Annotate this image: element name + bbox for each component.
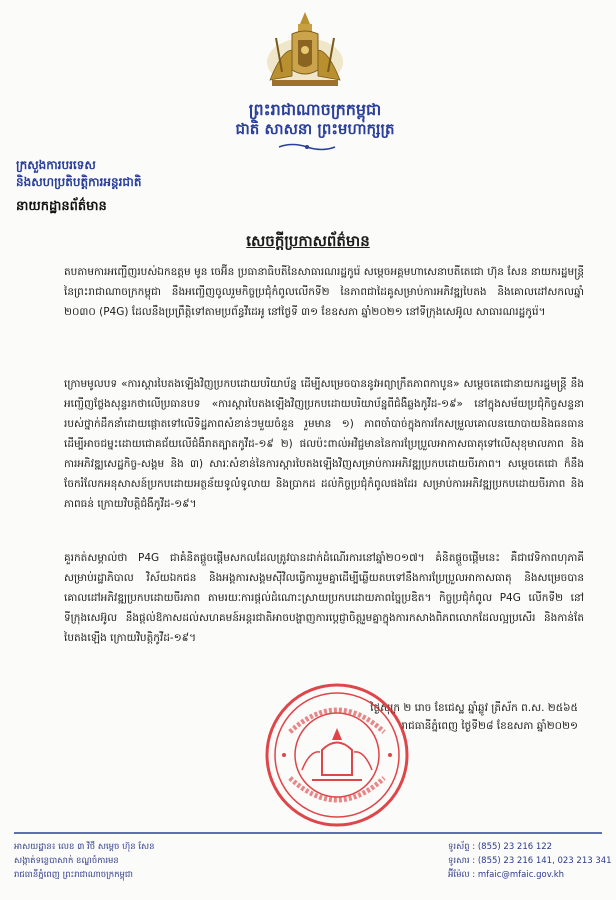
fax-label: ទូរសារ : bbox=[448, 856, 476, 866]
ministry-name-line2: និងសហប្រតិបត្តិការអន្តរជាតិ bbox=[16, 175, 142, 189]
paragraph-2: ក្រោមមូលបទ «ការស្តារបៃតងឡើងវិញប្រកបដោយបរិយាប័ន្ន ដើម្បីសម្រេចបាននូវអព្យាក្រឹតភាពកាបូន» សម្តេចតេជោនាយករដ្ឋមន្ត្រី នឹងអញ្ជើញថ្លែងសុន្ទរកថាលើប្រធានបទ «ការស្តារបៃតងឡើងវិញប្រកបដោយបរិយាប័ន្នពីជំងឺឆ្លងកូវីដ-១៩» នៅក្នុងសម័យប្រជុំកិច្ចសន្ទនារបស់ថ្នាក់ដឹកនាំដោយផ្តោតទៅលើទិដ្ឋភាពសំខាន់ៗមួយចំនួន រួមមាន ១) ភាពចាំបាច់ក្នុងការកែសម្រួលគោលនយោបាយនិងធនធាន ដើម្បីអាចជម្នះដោយជោគជ័យលើជំងឺរាតត្បាតកូវីដ-១៩ ២) ផលប៉ះពាល់អវិជ្ជមាននៃការប្រែប្រួលអាកាសធាតុទៅលើសុខុមាលភាព និងការអភិវឌ្ឍសេដ្ឋកិច្ច-សង្គម និង ៣) សារៈសំខាន់នៃការស្តារបៃតងឡើងវិញសម្រាប់ការអភិវឌ្ឍប្រកបដោយចីរភាព។ សម្តេចតេជោ ក៏នឹងចែករំលែកអនុសាសន៍ប្រកបដោយអត្ថន័យទូលំទូលាយ និងប្រាកដ ដល់កិច្ចប្រជុំកំពូលផងដែរ សម្រាប់ការអភិវឌ្ឍប្រកបដោយចីរភាព និងភាពធន់ ក្រោយវិបត្តិជំងឺកូវីដ-១៩។ bbox=[64, 378, 584, 510]
footer-contacts bbox=[448, 840, 612, 882]
phone-label: ទូរស័ព្ទ : bbox=[448, 842, 476, 852]
paragraph-3: គួរកត់សម្គាល់ថា P4G ជាគំនិតផ្តួចផ្តើមសកលដែលត្រូវបានដាក់ដំណើរការនៅឆ្នាំ២០១៧។ គំនិតផ្តួចផ្តើមនេះ គឺជាវេទិកាពហុភាគីសម្រាប់រដ្ឋាភិបាល វិស័យឯកជន និងអង្គការសង្គមស៊ីវិលធ្វើការរួមគ្នាដើម្បីឆ្លើយតបទៅនឹងការប្រែប្រួលអាកាសធាតុ និងសម្រេចបានគោលដៅអភិវឌ្ឍប្រកបដោយចីរភាព តាមរយៈការផ្តល់ដំណោះស្រាយប្រកបដោយភាពច្នៃប្រឌិត។ កិច្ចប្រជុំកំពូល P4G លើកទី២ នៅទីក្រុងសេអ៊ូល នឹងផ្តល់ឱកាសដល់សហគមន៍អន្តរជាតិអាចបង្ហាញការប្តេជ្ញាចិត្តរួមគ្នាក្នុងការកសាងពិភពលោកដែលល្អប្រសើរ និងកាន់តែបៃតងឡើង ក្រោយវិបត្តិកូវីដ-១៩។ bbox=[64, 552, 584, 644]
phone-row bbox=[448, 840, 612, 854]
email-label: អ៊ីម៉ែល : bbox=[448, 870, 476, 880]
lunar-date: ថ្ងៃសុក្រ ២ រោច ខែជេស្ឋ ឆ្នាំឆ្លូវ ត្រីស័ក ព.ស. ២៥៦៥ bbox=[370, 702, 578, 714]
fax-value: (855) 23 216 141, 023 213 341 bbox=[477, 856, 612, 866]
fax-row bbox=[448, 854, 612, 868]
address-line-1: អាសយដ្ឋាន៖ លេខ ៣ វិថី សម្តេច ហ៊ុន សែន bbox=[14, 842, 155, 852]
ministry-seal-icon bbox=[262, 680, 412, 830]
national-motto: ជាតិ សាសនា ព្រះមហាក្សត្រ bbox=[235, 120, 395, 138]
footer-divider bbox=[14, 832, 602, 834]
royal-arms-emblem-icon bbox=[262, 10, 348, 90]
kingdom-title: ព្រះរាជាណាចក្រកម្ពុជា bbox=[248, 100, 382, 119]
phone-value: (855) 23 216 122 bbox=[477, 842, 553, 852]
address-line-2: សង្កាត់ទន្លេបាសាក់ ខណ្ឌចំការមន bbox=[14, 856, 119, 866]
department-name: នាយកដ្ឋានព័ត៌មាន bbox=[16, 199, 107, 214]
decorative-ornament-icon bbox=[277, 142, 337, 152]
paragraph-1: តបតាមការអញ្ជើញរបស់ឯកឧត្តម មូន ចេអ៊ីន ប្រធានាធិបតីនៃសាធារណរដ្ឋកូរ៉េ សម្តេចអគ្គមហាសេនាបតីតេជោ ហ៊ុន សែន នាយករដ្ឋមន្ត្រីនៃព្រះរាជាណាចក្រកម្ពុជា នឹងអញ្ជើញចូលរួមកិច្ចប្រជុំកំពូលលើកទី២ នៃភាពជាដៃគូសម្រាប់ការអភិវឌ្ឍបៃតង និងគោលដៅសកលឆ្នាំ ២០៣០ (P4G) ដែលនឹងប្រព្រឹត្តិទៅតាមប្រព័ន្ធវីដេអូ នៅថ្ងៃទី ៣១ ខែឧសភា ឆ្នាំ២០២១ នៅទីក្រុងសេអ៊ូល សាធារណរដ្ឋកូរ៉េ។ bbox=[64, 266, 584, 318]
email-row bbox=[448, 868, 612, 882]
place-and-date: រាជធានីភ្នំពេញ ថ្ងៃទី២៨ ខែឧសភា ឆ្នាំ២០២១ bbox=[401, 720, 578, 732]
footer-address bbox=[14, 840, 155, 882]
address-line-3: រាជធានីភ្នំពេញ ព្រះរាជាណាចក្រកម្ពុជា bbox=[14, 870, 133, 880]
email-value[interactable]: mfaic@mfaic.gov.kh bbox=[477, 870, 565, 880]
ministry-name-line1: ក្រសួងការបរទេស bbox=[16, 158, 96, 172]
document-title: សេចក្តីប្រកាសព័ត៌មាន bbox=[246, 232, 370, 250]
